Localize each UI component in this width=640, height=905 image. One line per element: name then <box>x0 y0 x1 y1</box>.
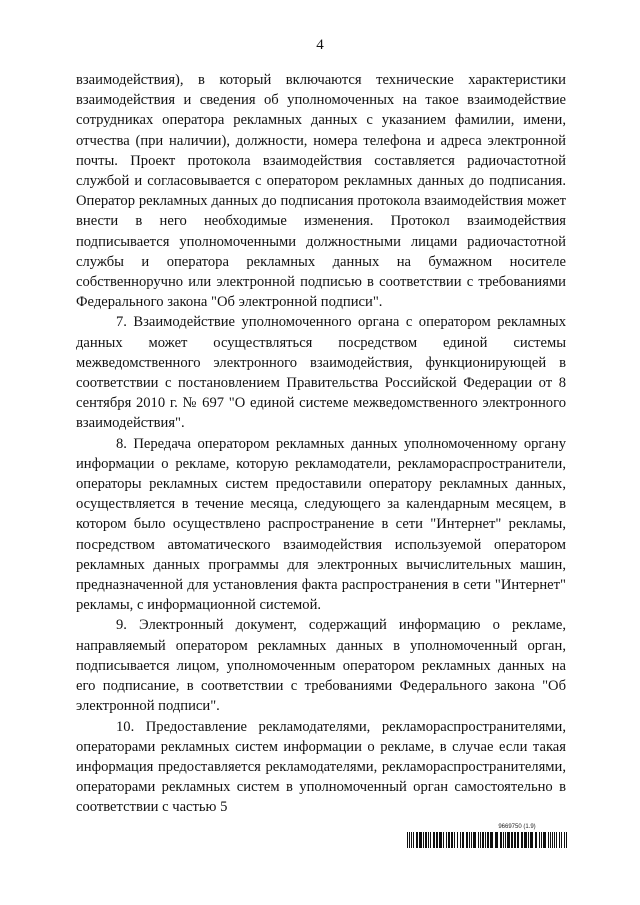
barcode-bar <box>443 832 444 848</box>
barcode-bar <box>454 832 455 848</box>
barcode-bar <box>462 832 464 848</box>
barcode-bar <box>500 832 502 848</box>
paragraph-continuation: взаимодействия), в который включаются технические характеристики взаимодействия и сведения об уполномоченных на такое взаимодействие сотрудниках оператора рекламных данных с указанием фамилии, имени, отчества (при наличии), должности, номера телефона и адреса электронной почты. Проект протокола взаимодействия составляется радиочастотной службой и согласовывается с оператором рекламных данных до подписания. Оператор рекламных данных до подписания протокола взаимодействия может внести в него необходимые изменения. Протокол взаимодействия подписывается уполномоченными должностными лицами радиочастотной службы и оператора рекламных данных на бумажном носителе собственноручно или электронной подписью в соответствии с требованиями Федерального закона "Об электронной подписи". <box>76 72 566 311</box>
barcode-bar <box>485 832 486 848</box>
barcode-bar <box>535 832 537 848</box>
barcode-bar <box>495 832 498 848</box>
barcode-bar <box>564 832 565 848</box>
barcode-bar <box>416 832 418 848</box>
barcode-bar <box>428 832 429 848</box>
barcode-bar <box>556 832 557 848</box>
barcode-bar <box>487 832 489 848</box>
barcode-bar <box>561 832 562 848</box>
barcode-bar <box>559 832 560 848</box>
barcode-bar <box>430 832 431 848</box>
barcode-bar <box>448 832 450 848</box>
barcode-bar <box>543 832 546 848</box>
barcode-bar <box>517 832 519 848</box>
barcode-bar <box>524 832 527 848</box>
barcode-bar <box>566 832 567 848</box>
barcode-bar <box>425 832 427 848</box>
page-number: 4 <box>316 37 324 53</box>
barcode-image <box>407 832 567 848</box>
barcode-bar <box>457 832 458 848</box>
barcode-bar <box>409 832 410 848</box>
paragraph-8: 8. Передача оператором рекламных данных уполномоченному органу информации о рекламе, которую рекламодатели, рекламораспространители, операторы рекламных систем предоставили оператору рекламных данных, осуществляется в течение месяца, следующего за календарным месяцем, в котором было осуществлено распространение в сети "Интернет" рекламы, посредством автоматического взаимодействия используемой оператором рекламных данных программы для электронных вычислительных машин, предназначенной для установления факта распространения в сети "Интернет" рекламы, с информационной системой. <box>76 435 566 614</box>
barcode-bar <box>419 832 422 848</box>
paragraph-9: 9. Электронный документ, содержащий информацию о рекламе, направляемый оператором рекламных данных в уполномоченный орган, подписывается лицом, уполномоченным оператором рекламных данных на его подписание, в соответствии с требованиями Федерального закона "Об электронной подписи". <box>76 617 566 715</box>
barcode-bar <box>433 832 435 848</box>
barcode-bar <box>466 832 468 848</box>
barcode-bar <box>469 832 470 848</box>
barcode-bar <box>423 832 424 848</box>
barcode-bar <box>554 832 555 848</box>
barcode-bar <box>482 832 484 848</box>
paragraph-7: 7. Взаимодействие уполномоченного органа с оператором рекламных данных может осуществляться посредством единой системы межведомственного электронного взаимодействия, функционирующей в соответствии с постановлением Правительства Российской Федерации от 8 сентября 2010 г. № 697 "О единой системе межведомственного электронного взаимодействия". <box>76 314 566 432</box>
barcode-bar <box>413 832 414 848</box>
barcode-bar <box>521 832 523 848</box>
barcode-bar <box>528 832 529 848</box>
barcode-bar <box>490 832 493 848</box>
barcode-bar <box>503 832 504 848</box>
barcode-bar <box>539 832 540 848</box>
barcode-bar <box>407 832 408 848</box>
barcode-bar <box>550 832 551 848</box>
barcode-bar <box>446 832 447 848</box>
barcode-bar <box>514 832 516 848</box>
barcode-bar <box>548 832 549 848</box>
barcode-bar <box>530 832 533 848</box>
barcode-bar <box>451 832 453 848</box>
barcode-bar <box>478 832 479 848</box>
barcode-bar <box>505 832 506 848</box>
barcode-bar <box>552 832 553 848</box>
barcode-bar <box>411 832 412 848</box>
document-body <box>76 70 566 818</box>
barcode-bar <box>439 832 442 848</box>
barcode-bar <box>507 832 510 848</box>
paragraph-10: 10. Предоставление рекламодателями, рекламораспространителями, операторами рекламных систем информации о рекламе, в случае если такая информация предоставляется рекламодателями, рекламораспространителями, операторами рекламных систем в уполномоченный орган самостоятельно в соответствии с частью 5 <box>76 718 566 816</box>
barcode-bar <box>436 832 438 848</box>
barcode-bar <box>471 832 472 848</box>
barcode-bar <box>541 832 542 848</box>
barcode-bar <box>480 832 481 848</box>
barcode-bar <box>473 832 476 848</box>
barcode-bar <box>460 832 461 848</box>
barcode-bar <box>511 832 513 848</box>
document-code: 9669750 (1.9) <box>498 824 536 830</box>
